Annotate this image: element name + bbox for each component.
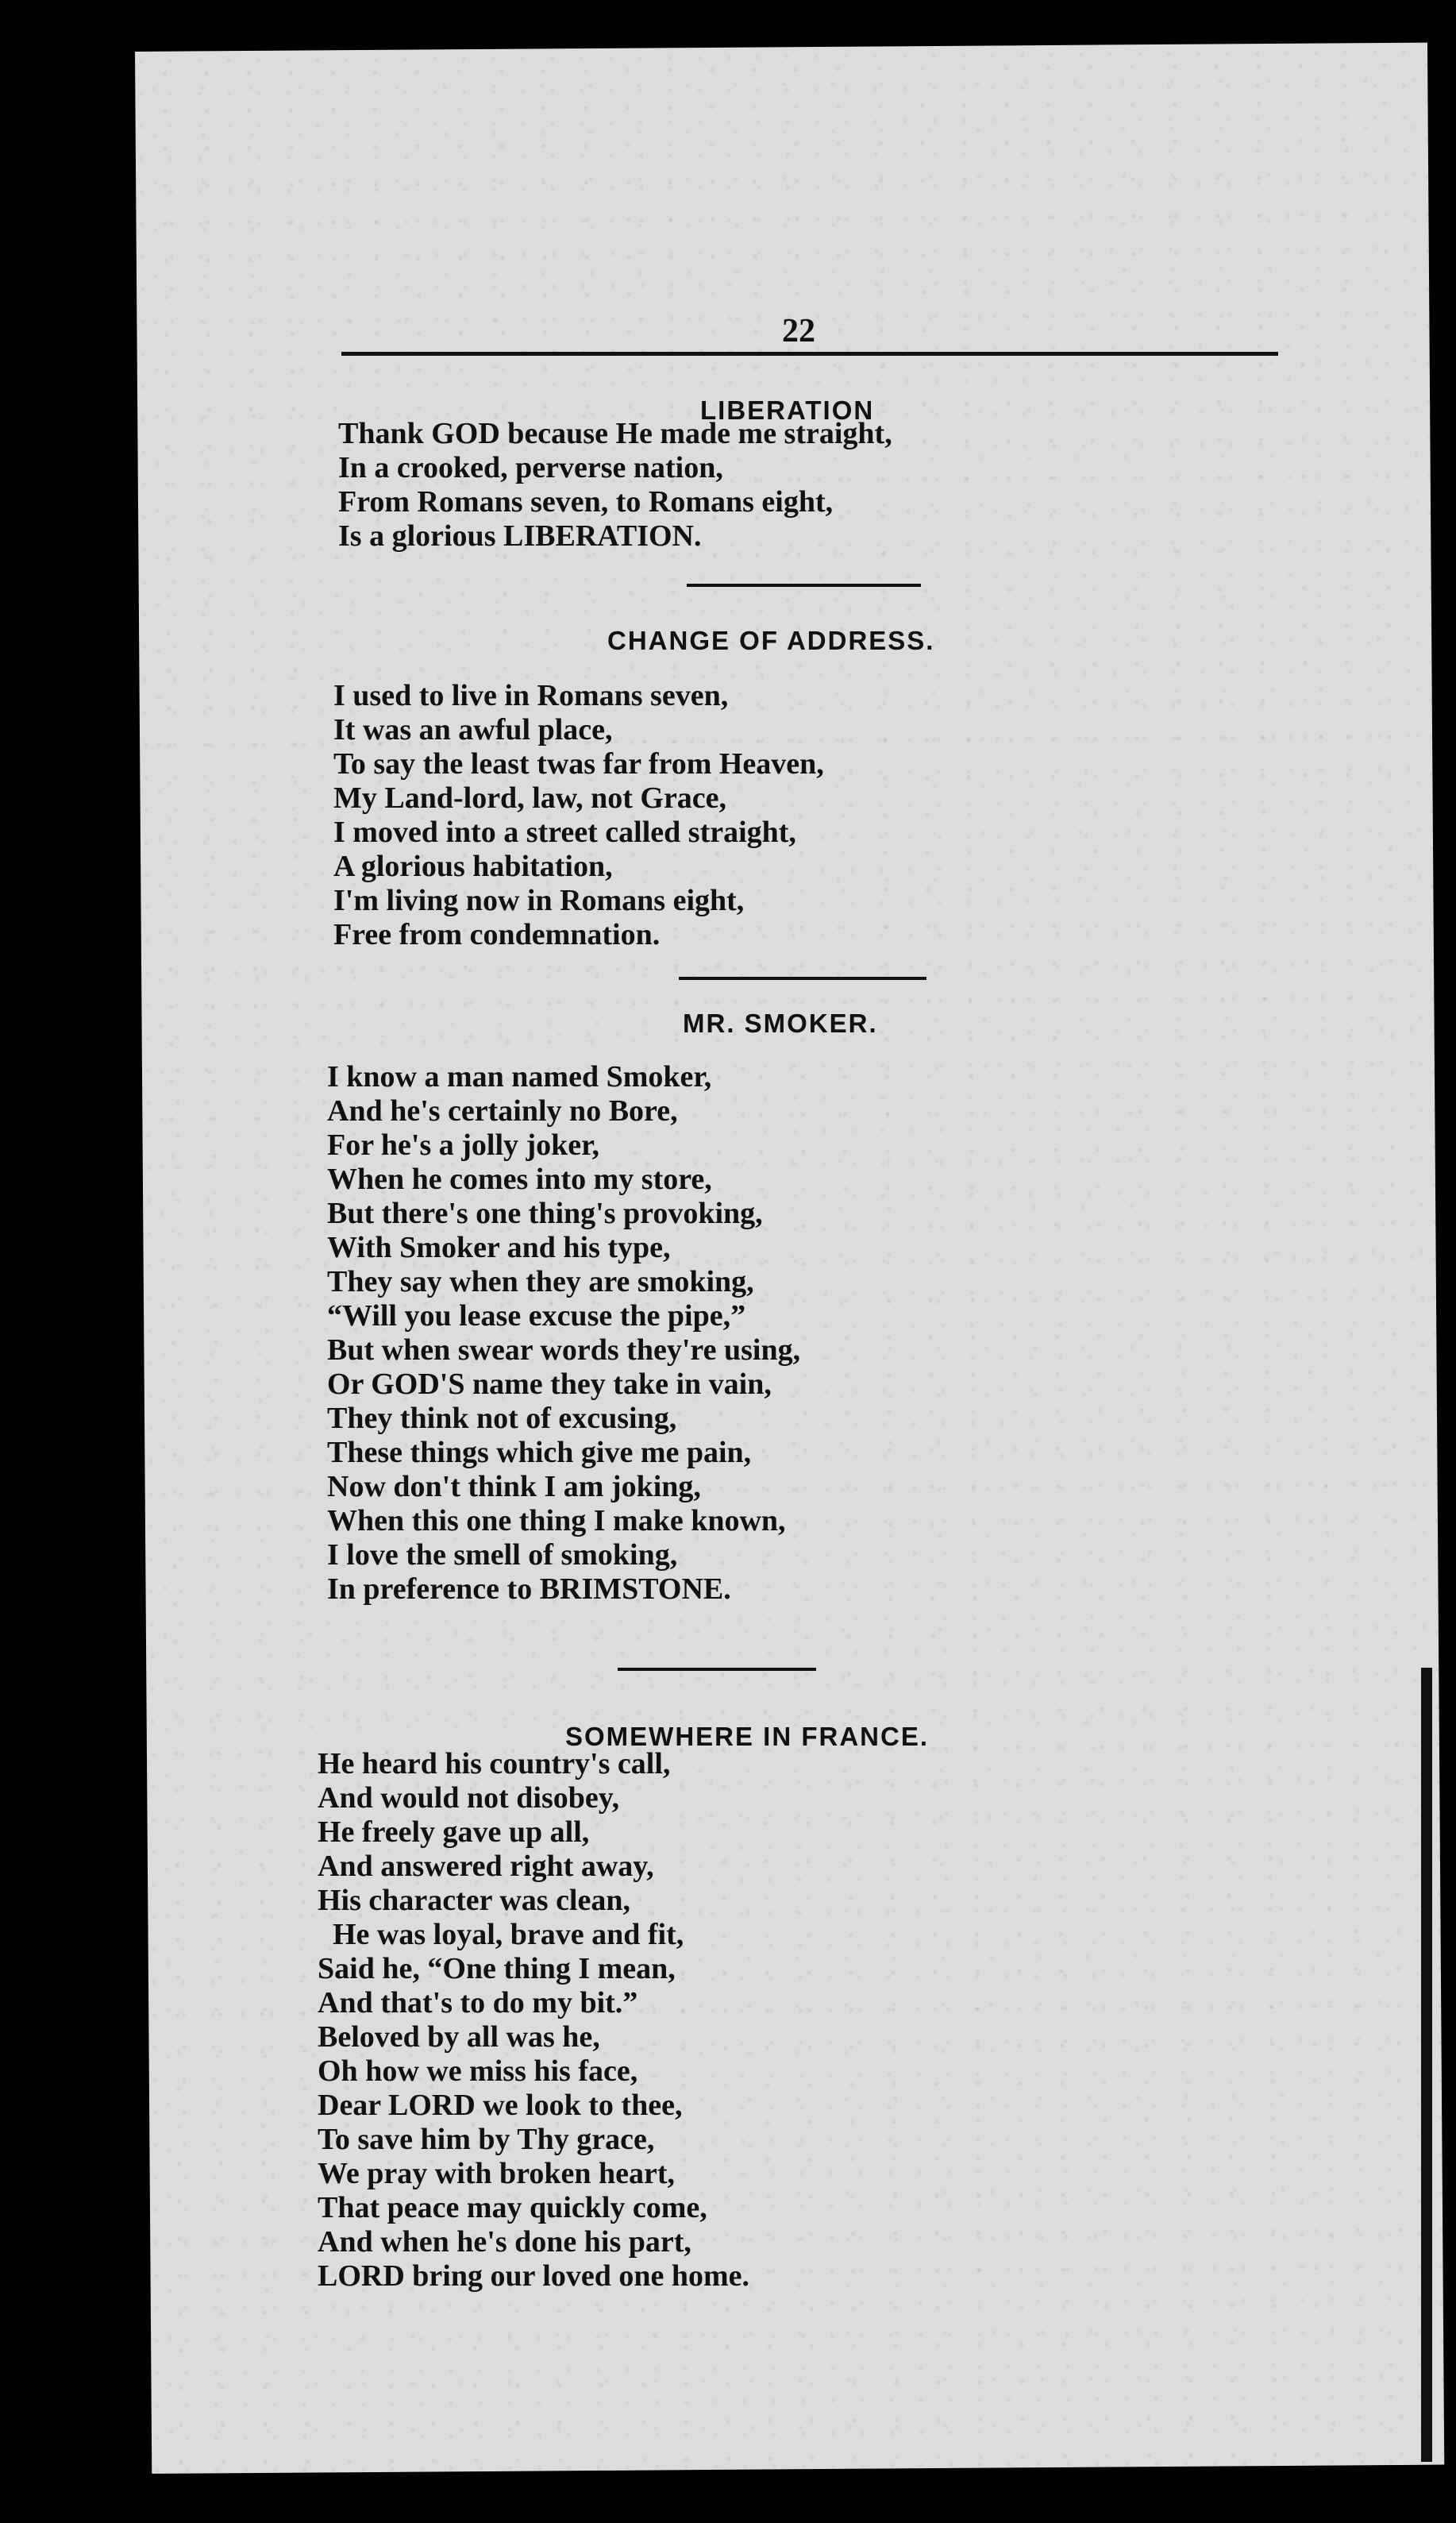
poem-line: He heard his country's call, <box>318 1747 671 1780</box>
poem-line: I know a man named Smoker, <box>327 1060 712 1094</box>
poem-liberation <box>338 417 892 554</box>
poem-line: Free from condemnation. <box>333 918 661 951</box>
poem-line: In preference to BRIMSTONE. <box>327 1572 731 1606</box>
section-title-mr-smoker: MR. SMOKER. <box>683 1009 878 1038</box>
poem-line: LORD bring our loved one home. <box>318 2259 750 2293</box>
poem-line: Dear LORD we look to thee, <box>318 2089 683 2122</box>
section-divider <box>618 1668 816 1671</box>
poem-line: Beloved by all was he, <box>318 2020 600 2054</box>
section-title-somewhere-in-france: SOMEWHERE IN FRANCE. <box>565 1722 930 1751</box>
poem-line: Or GOD'S name they take in vain, <box>327 1368 772 1401</box>
poem-line: His character was clean, <box>318 1884 630 1917</box>
poem-line: When this one thing I make known, <box>327 1504 786 1537</box>
poem-line: Is a glorious LIBERATION. <box>338 519 702 553</box>
poem-line: From Romans seven, to Romans eight, <box>338 485 834 519</box>
poem-line: I love the smell of smoking, <box>327 1538 678 1572</box>
poem-line: They think not of excusing, <box>327 1402 677 1435</box>
poem-line: It was an awful place, <box>333 713 613 746</box>
poem-line: To save him by Thy grace, <box>318 2123 655 2156</box>
poem-line: When he comes into my store, <box>327 1163 712 1196</box>
poem-line: Said he, “One thing I mean, <box>318 1952 676 1985</box>
poem-line: And would not disobey, <box>318 1781 620 1815</box>
poem-line: These things which give me pain, <box>327 1436 752 1469</box>
page-number: 22 <box>782 313 815 349</box>
poem-line: In a crooked, perverse nation, <box>338 451 723 484</box>
poem-mr-smoker <box>327 1060 800 1607</box>
poem-change-of-address <box>333 679 824 952</box>
poem-line: That peace may quickly come, <box>318 2191 707 2224</box>
header-rule <box>341 352 1278 356</box>
poem-line: Thank GOD because He made me straight, <box>338 417 892 450</box>
poem-line: He was loyal, brave and fit, <box>318 1918 684 1951</box>
poem-line: And answered right away, <box>318 1850 654 1883</box>
poem-line: But there's one thing's provoking, <box>327 1197 763 1230</box>
poem-line: And that's to do my bit.” <box>318 1986 638 2020</box>
poem-line: I moved into a street called straight, <box>333 816 796 849</box>
poem-line: I'm living now in Romans eight, <box>333 884 745 917</box>
poem-line: To say the least twas far from Heaven, <box>333 747 824 781</box>
poem-line: Now don't think I am joking, <box>327 1470 701 1503</box>
poem-line: But when swear words they're using, <box>327 1333 801 1367</box>
poem-line: With Smoker and his type, <box>327 1231 671 1264</box>
poem-line: We pray with broken heart, <box>318 2157 676 2190</box>
poem-line: A glorious habitation, <box>333 850 613 883</box>
poem-line: He freely gave up all, <box>318 1815 590 1849</box>
poem-line: I used to live in Romans seven, <box>333 679 729 712</box>
poem-somewhere-in-france <box>318 1747 749 2293</box>
poem-line: Oh how we miss his face, <box>318 2054 638 2088</box>
section-title-change-of-address: CHANGE OF ADDRESS. <box>607 626 935 655</box>
poem-line: My Land-lord, law, not Grace, <box>333 781 727 815</box>
poem-line: And he's certainly no Bore, <box>327 1094 678 1128</box>
poem-line: They say when they are smoking, <box>327 1265 754 1298</box>
section-divider <box>687 584 921 587</box>
section-title-liberation: LIBERATION <box>700 395 875 425</box>
poem-line: For he's a jolly joker, <box>327 1128 600 1162</box>
poem-line: And when he's done his part, <box>318 2225 691 2259</box>
section-divider <box>679 977 926 980</box>
poem-line: “Will you lease excuse the pipe,” <box>327 1299 746 1333</box>
page-edge-shadow <box>1421 1668 1432 2462</box>
